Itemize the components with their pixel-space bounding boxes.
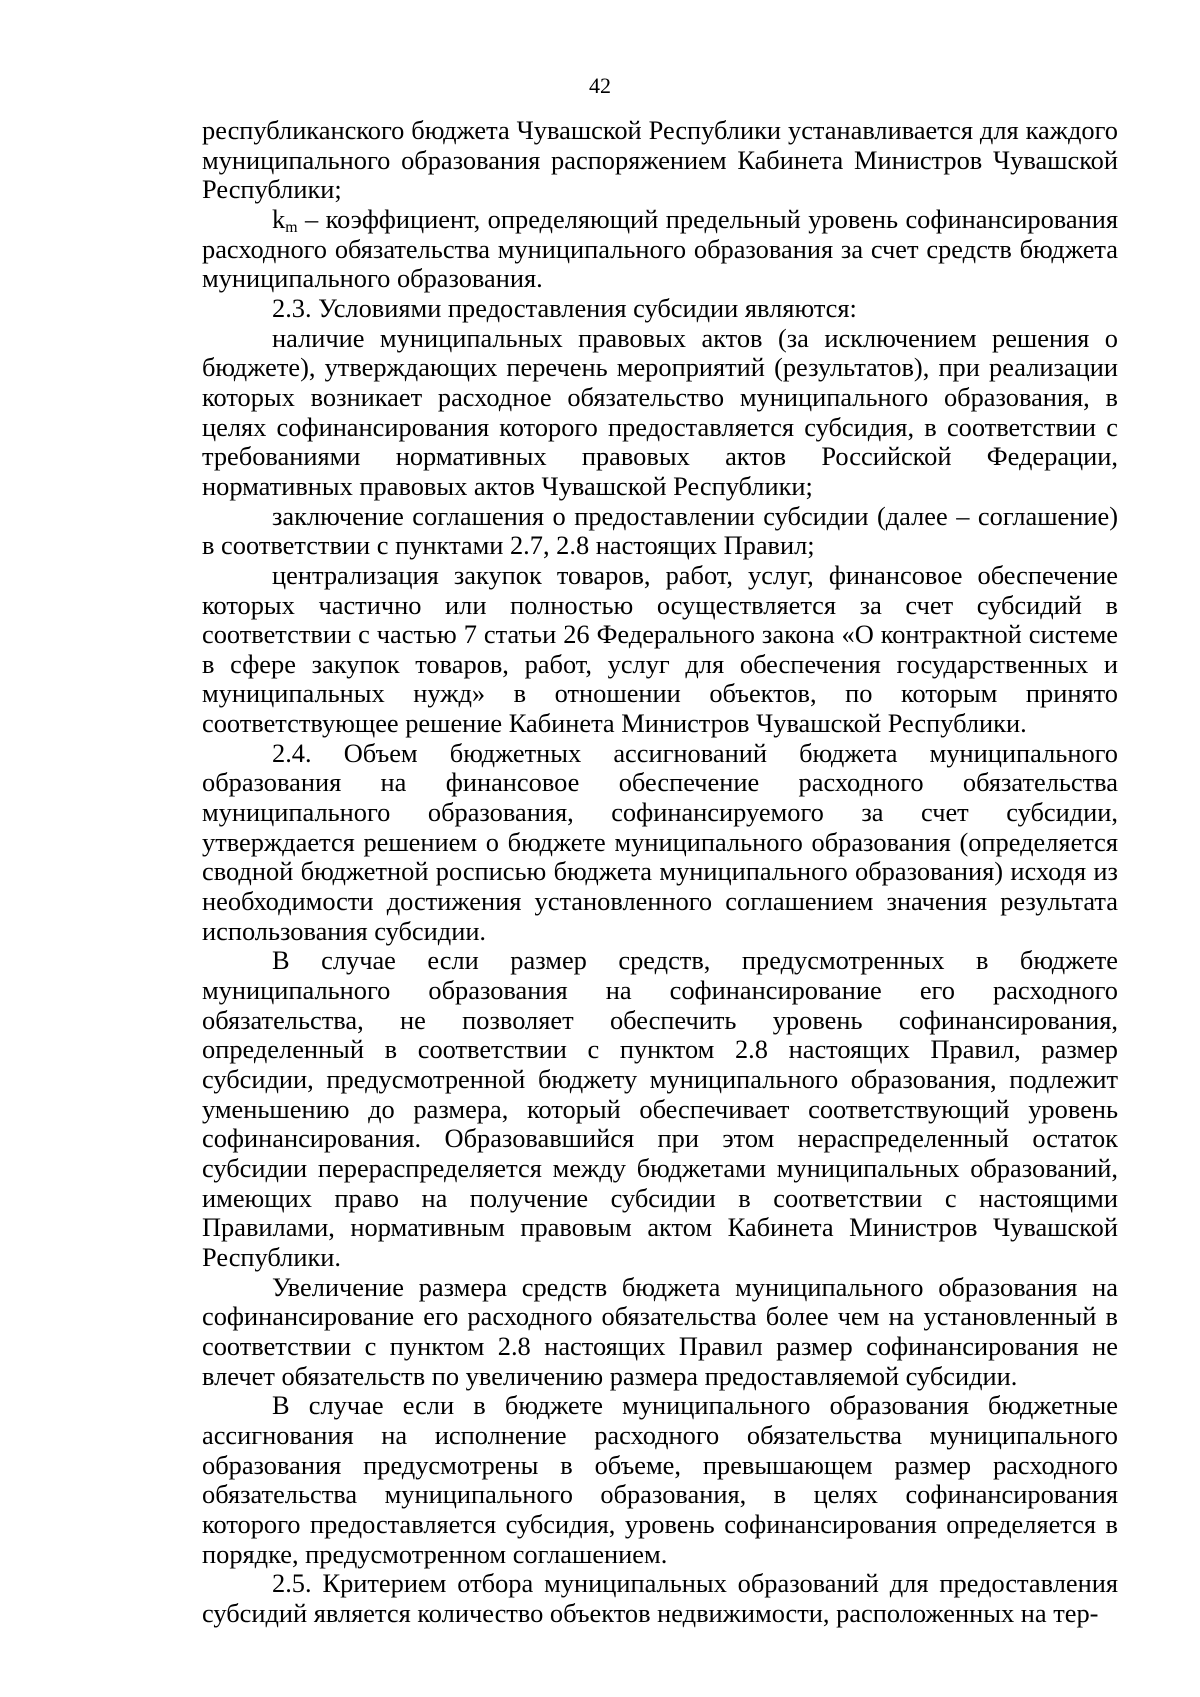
section-2-4: [202, 739, 1118, 947]
paragraph-text: 2.5. Критерием отбора муниципальных образований для предоставления субсидий является количество объектов недвижимости, расположенных на тер-: [202, 1568, 1118, 1628]
paragraph-text: 2.4. Объем бюджетных ассигнований бюджета муниципального образования на финансовое обеспечение расходного обязательства муниципального образования, софинансируемого за счет субсидии, утверждается решением о бюджете муниципального образования (определяется сводной бюджетной росписью бюджета муниципального образования) исходя из необходимости достижения установленного соглашением значения результата использования субсидии.: [202, 737, 1118, 946]
paragraph: [202, 205, 1118, 294]
paragraph: [202, 502, 1118, 561]
paragraph-text: В случае если размер средств, предусмотренных в бюджете муниципального образования на софинансирование его расходного обязательства, не позволяет обеспечить уровень софинансирования, определенный в соответствии с пунктом 2.8 настоящих Правил, размер субсидии, предусмотренной бюджету муниципального образования, подлежит уменьшению до размера, который обеспечивает соответствующий уровень софинансирования. Образовавшийся при этом нераспределенный остаток субсидии перераспределяется между бюджетами муниципальных образований, имеющих право на получение субсидии в соответствии с настоящими Правилами, нормативным правовым актом Кабинета Министров Чувашской Республики.: [202, 945, 1118, 1272]
paragraph: [202, 324, 1118, 502]
paragraph: [202, 116, 1118, 205]
coefficient-symbol: k: [272, 203, 286, 234]
paragraph-text: Увеличение размера средств бюджета муниципального образования на софинансирование его расходного обязательства более чем на установленный в соответствии с пунктом 2.8 настоящих Правил размер софинансирования не влечет обязательств по увеличению размера предоставляемой субсидии.: [202, 1271, 1118, 1391]
paragraph-text: заключение соглашения о предоставлении субсидии (далее – соглашение) в соответствии с пунктами 2.7, 2.8 настоящих Правил;: [202, 500, 1118, 561]
paragraph-text: наличие муниципальных правовых актов (за исключением решения о бюджете), утверждающих перечень мероприятий (результатов), при реализации которых возникает расходное обязательство муниципального образования, в целях софинансирования которого предоставляется субсидия, в соответствии с требованиями нормативных правовых актов Российской Федерации, нормативных правовых актов Чувашской Республики;: [202, 322, 1118, 501]
paragraph-text: республиканского бюджета Чувашской Республики устанавливается для каждого муниципального образования распоряжением Кабинета Министров Чувашской Республики;: [202, 115, 1118, 205]
page-number: 42: [589, 73, 611, 98]
section-2-5: [202, 1569, 1118, 1628]
document-body: [202, 116, 1118, 1628]
paragraph: [202, 1391, 1118, 1569]
paragraph-text: – коэффициент, определяющий предельный уровень софинансирования расходного обязательства муниципального образования за счет средств бюджета муниципального образования.: [202, 203, 1118, 294]
paragraph-text: централизация закупок товаров, работ, услуг, финансовое обеспечение которых частично или полностью осуществляется за счет субсидий в соответствии с частью 7 статьи 26 Федерального закона «О контрактной системе в сфере закупок товаров, работ, услуг для обеспечения государственных и муниципальных нужд» в отношении объектов, по которым принято соответствующее решение Кабинета Министров Чувашской Республики.: [202, 559, 1118, 739]
paragraph: [202, 946, 1118, 1272]
section-heading-2-3: [202, 294, 1118, 324]
paragraph-text: 2.3. Условиями предоставления субсидии являются:: [272, 292, 857, 323]
paragraph-text: В случае если в бюджете муниципального образования бюджетные ассигнования на исполнение расходного обязательства муниципального образования предусмотрены в объеме, превышающем размер расходного обязательства муниципального образования, в целях софинансирования которого предоставляется субсидия, уровень софинансирования определяется в порядке, предусмотренном соглашением.: [202, 1390, 1118, 1569]
paragraph: [202, 1273, 1118, 1392]
paragraph: [202, 561, 1118, 739]
coefficient-subscript: m: [285, 218, 298, 236]
